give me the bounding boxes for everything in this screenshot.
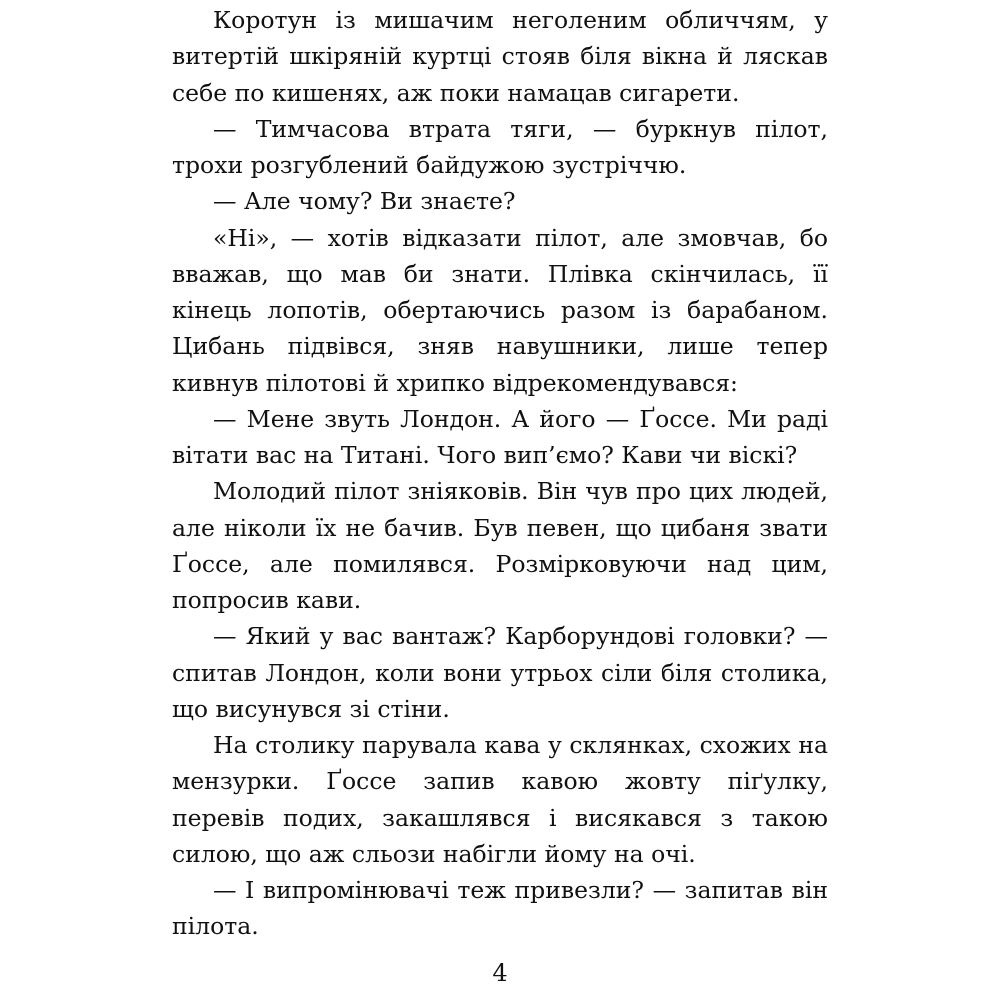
paragraph: — Мене звуть Лондон. А його — Ґоссе. Ми раді вітати вас на Титані. Чого вип’ємо? Кави чи віскі?	[172, 404, 828, 469]
paragraph: — Який у вас вантаж? Карборундові головки? — спитав Лондон, коли вони утрьох сіли біля столика, що висунувся зі стіни.	[172, 622, 828, 723]
paragraph: — І випромінювачі теж привезли? — запитав він пілота.	[172, 876, 828, 941]
paragraph: «Ні», — хотів відказати пілот, але змовчав, бо вважав, що мав би знати. Плівка скінчилась, її кінець лопотів, обертаючись разом із барабаном. Цибань підвівся, зняв навушники, лише тепер кивнув пілотові й хрипко відрекомендувався:	[172, 223, 828, 397]
paragraph: Коротун із мишачим неголеним обличчям, у витертій шкіряній куртці стояв біля вікна й ляскав себе по кишенях, аж поки намацав сигарети.	[172, 6, 828, 107]
book-page	[172, 0, 828, 1000]
paragraph: — Але чому? Ви знаєте?	[213, 187, 516, 216]
paragraph: На столику парувала кава у склянках, схожих на мензурки. Ґоссе запив кавою жовту піґулку, перевів подих, закашлявся і висякався з такою силою, що аж сльози набігли йому на очі.	[172, 731, 828, 868]
page-number: 4	[492, 959, 508, 987]
paragraph: — Тимчасова втрата тяги, — буркнув пілот, трохи розгублений байдужою зустріччю.	[172, 114, 828, 179]
body-text	[172, 2, 828, 945]
paragraph: Молодий пілот зніяковів. Він чув про цих людей, але ніколи їх не бачив. Був певен, що цибаня звати Ґоссе, але помилявся. Розмірковуючи над цим, попросив кави.	[172, 477, 828, 614]
